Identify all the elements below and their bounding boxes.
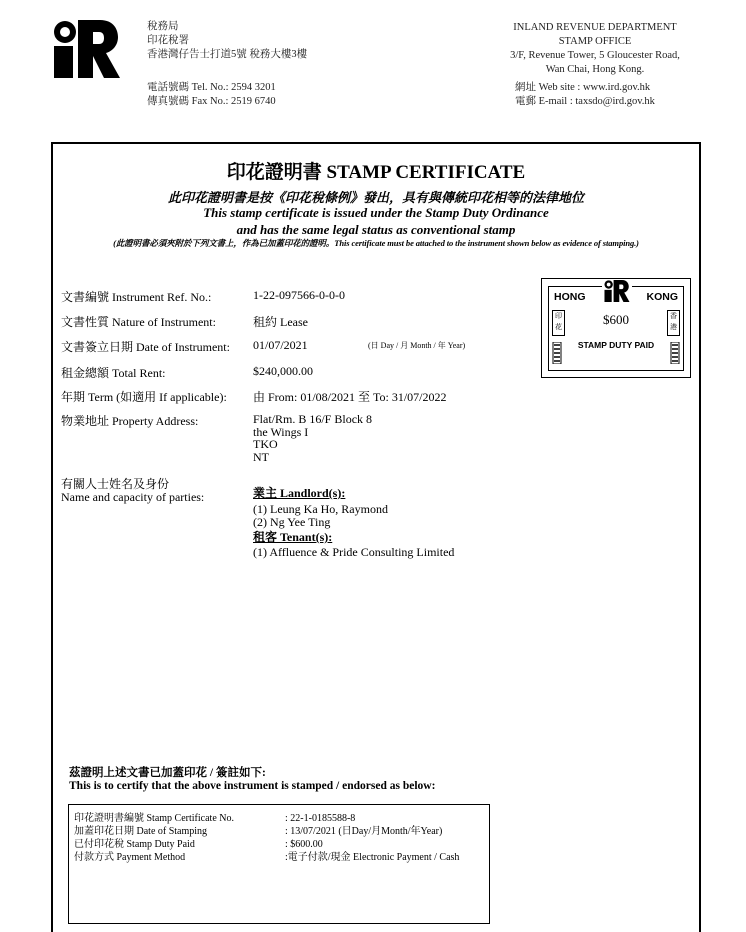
dept-cn: 稅務局	[147, 21, 179, 32]
fax-line: 傳真號碼 Fax No.: 2519 6740	[147, 96, 276, 107]
address-en-2: Wan Chai, Hong Kong.	[545, 64, 645, 75]
stamp-amount: $600	[603, 312, 629, 327]
tel-line: 電話號碼 Tel. No.: 2594 3201	[147, 82, 276, 93]
rent-label: 租金總額 Total Rent:	[61, 366, 166, 380]
parties-label-cn: 有關人士姓名及身份	[61, 477, 170, 491]
payment-method-label: 付款方式 Payment Method	[74, 852, 186, 863]
stamp-hong: HONG	[554, 291, 586, 303]
ird-logo-mark	[54, 20, 120, 78]
term-value: 由 From: 01/08/2021 至 To: 31/07/2022	[253, 390, 447, 404]
cert-no-value: : 22-1-0185588-8	[285, 813, 356, 824]
ref-value: 1-22-097566-0-0-0	[253, 288, 345, 302]
stamp-date-value: : 13/07/2021 (日Day/月Month/年Year)	[285, 826, 443, 837]
stamp-logo-gap	[602, 280, 632, 302]
address-line: the Wings I	[253, 424, 309, 439]
landlord-heading: 業主 Landlord(s):	[253, 486, 346, 500]
certificate-title: 印花證明書 STAMP CERTIFICATE	[226, 162, 526, 183]
certify-en: This is to certify that the above instrument is stamped / endorsed as below:	[69, 780, 436, 792]
website-link[interactable]: 網址 Web site : www.ird.gov.hk	[515, 82, 651, 93]
duty-paid-label: 已付印花稅 Stamp Duty Paid	[74, 839, 195, 850]
stamp-left-ornament-icon	[552, 342, 562, 364]
date-format-hint: (日 Day / 月 Month / 年 Year)	[368, 341, 466, 350]
landlord-entry: (2) Ng Yee Ting	[253, 514, 331, 529]
ref-label: 文書編號 Instrument Ref. No.:	[61, 290, 212, 304]
header-en-address	[490, 21, 700, 77]
tenant-entry: (1) Affluence & Pride Consulting Limited	[253, 545, 455, 559]
stamp-date-label: 加蓋印花日期 Date of Stamping	[74, 826, 208, 837]
stamp-duty-seal	[541, 278, 691, 378]
header-web	[515, 81, 655, 109]
date-label: 文書簽立日期 Date of Instrument:	[61, 340, 230, 354]
subtitle-cn: 此印花證明書是按《印花稅條例》發出，具有與傳統印花相等的法律地位	[167, 190, 584, 205]
office-cn: 印花稅署	[147, 35, 189, 46]
stamp-duty-paid: STAMP DUTY PAID	[577, 340, 655, 350]
nature-value: 租約 Lease	[253, 315, 308, 329]
stamp-kong: KONG	[646, 291, 678, 303]
header-phone	[147, 81, 276, 109]
parties-list	[253, 486, 454, 559]
ird-logo	[54, 20, 120, 78]
cert-no-label: 印花證明書編號 Stamp Certificate No.	[74, 813, 234, 824]
summary-values	[285, 812, 459, 864]
address-label: 物業地址 Property Address:	[61, 414, 199, 428]
address-en-1: 3/F, Revenue Tower, 5 Gloucester Road,	[510, 50, 680, 61]
certify-cn: 茲證明上述文書已加蓋印花 / 簽註如下:	[69, 767, 266, 779]
email-link[interactable]: 電郵 E-mail : taxsdo@ird.gov.hk	[515, 96, 655, 107]
address-line: TKO	[253, 437, 278, 451]
summary-labels	[74, 812, 234, 864]
tenant-heading: 租客 Tenant(s):	[253, 530, 333, 544]
stamp-right-seal: 香港	[667, 310, 680, 336]
stamp-right-ornament-icon	[670, 342, 680, 364]
property-address	[253, 413, 372, 463]
address-line: Flat/Rm. B 16/F Block 8	[253, 412, 373, 426]
subtitle-en-2: and has the same legal status as conventional stamp	[236, 222, 516, 237]
parties-label	[61, 478, 204, 503]
header-cn-address	[147, 20, 307, 62]
subtitle-en-1: This stamp certificate is issued under the Stamp Duty Ordinance	[203, 205, 549, 220]
rent-value: $240,000.00	[253, 364, 313, 378]
dept-en: INLAND REVENUE DEPARTMENT	[513, 22, 677, 33]
duty-paid-value: : $600.00	[285, 839, 323, 850]
stamp-left-seal: 印花	[552, 310, 565, 336]
term-label: 年期 Term (如適用 If applicable):	[61, 390, 227, 404]
stamp-ir-logo-icon	[602, 280, 632, 302]
landlord-entry: (1) Leung Ka Ho, Raymond	[253, 502, 388, 516]
nature-label: 文書性質 Nature of Instrument:	[61, 315, 216, 329]
office-en: STAMP OFFICE	[558, 36, 632, 47]
parties-label-en: Name and capacity of parties:	[61, 489, 205, 504]
payment-method-value: :電子付款/現金 Electronic Payment / Cash	[285, 852, 460, 863]
address-line: NT	[253, 449, 269, 464]
address-cn: 香港灣仔告士打道5號 稅務大樓3樓	[147, 49, 308, 60]
attach-notice: (此證明書必須夾附於下列文書上，作為已加蓋印花的證明。This certificate must be attached to the instrument shown below as evidence of stamping.)	[113, 238, 639, 248]
date-value: 01/07/2021	[253, 338, 308, 352]
